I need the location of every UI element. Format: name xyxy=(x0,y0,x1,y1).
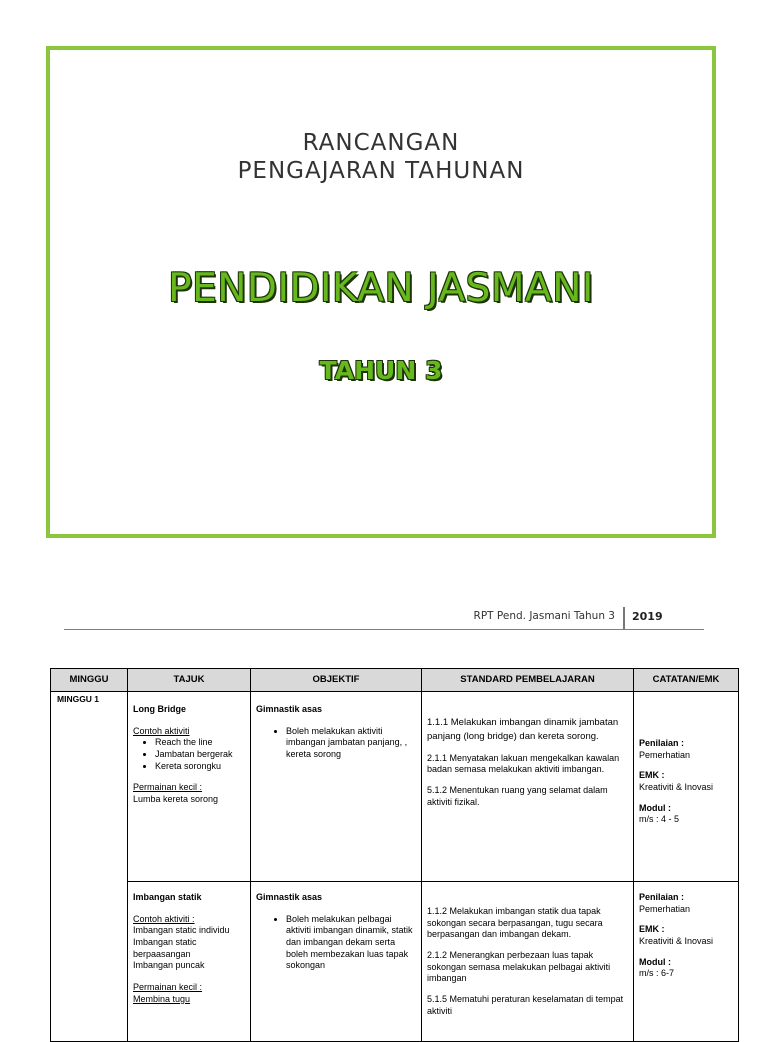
year-level-title: TAHUN 3 xyxy=(319,356,443,385)
list-item: • Jambatan bergerak xyxy=(155,749,245,761)
week-label: MINGGU 1 xyxy=(57,694,100,704)
plan-title-line2: PENGAJARAN TAHUNAN xyxy=(237,158,525,184)
standard-item: 5.1.2 Menentukan ruang yang selamat dalam aktiviti fizikal. xyxy=(427,784,608,807)
emk-label: EMK : xyxy=(639,770,665,781)
standards-cell xyxy=(422,882,634,1042)
list-item: Imbangan static individu xyxy=(133,925,230,936)
assessment-label: Penilaian : xyxy=(639,738,685,748)
subject-title: PENDIDIKAN JASMANI xyxy=(168,266,594,311)
standard-item: 1.1.2 Melakukan imbangan statik dua tapak sokongan secara berpasangan, tugu secara berpasangan dan imbangan dekam. xyxy=(427,906,603,940)
document-header xyxy=(64,607,704,630)
objectives-list xyxy=(256,914,416,972)
module-label: Modul : xyxy=(639,802,671,813)
topic-title: Imbangan statik xyxy=(133,892,202,902)
notes-cell xyxy=(634,692,739,882)
module-label: Modul : xyxy=(639,956,671,967)
module-value: m/s : 6-7 xyxy=(639,968,675,979)
plan-title-line1: RANCANGAN xyxy=(302,130,460,156)
column-header: STANDARD PEMBELAJARAN xyxy=(422,669,634,692)
assessment-value: Pemerhatian xyxy=(639,749,691,760)
week-cell xyxy=(51,692,128,1042)
objective-heading: Gimnastik asas xyxy=(256,892,323,902)
emk-value: Kreativiti & Inovasi xyxy=(639,782,714,793)
table-row xyxy=(51,692,739,882)
list-item: Imbangan puncak xyxy=(133,960,205,971)
notes-cell xyxy=(634,882,739,1042)
module-value: m/s : 4 - 5 xyxy=(639,814,680,825)
lesson-plan-table xyxy=(50,668,739,1042)
column-header: CATATAN/EMK xyxy=(634,669,739,692)
objective-heading: Gimnastik asas xyxy=(256,704,323,714)
objective-cell xyxy=(251,692,422,882)
examples-heading: Contoh aktiviti : xyxy=(133,913,195,924)
topic-title: Long Bridge xyxy=(133,704,186,714)
cover-frame xyxy=(46,46,716,538)
standard-item: 2.1.1 Menyatakan lakuan mengekalkan kawalan badan semasa melakukan aktiviti imbangan. xyxy=(427,752,620,775)
column-header: TAJUK xyxy=(128,669,251,692)
header-year: 2019 xyxy=(632,610,663,623)
game-heading: Permainan kecil : xyxy=(133,782,203,793)
column-header: MINGGU xyxy=(51,669,128,692)
game-text: Membina tugu xyxy=(133,993,191,1004)
emk-value: Kreativiti & Inovasi xyxy=(639,936,714,947)
standards-cell xyxy=(422,692,634,882)
list-item: • Kereta sorongku xyxy=(155,761,245,773)
list-item: • Boleh melakukan pelbagai aktiviti imbangan dinamik, statik dan imbangan dekam serta boleh membezakan luas tapak sokongan xyxy=(286,914,416,972)
game-text: Lumba kereta sorong xyxy=(133,794,219,805)
standard-item: 2.1.2 Menerangkan perbezaan luas tapak sokongan semasa melakukan pelbagai aktiviti imbangan xyxy=(427,950,611,984)
list-item: Imbangan static berpaasangan xyxy=(133,937,197,959)
table-header-row xyxy=(51,669,739,692)
objectives-list xyxy=(256,726,416,761)
assessment-label: Penilaian : xyxy=(639,892,685,902)
header-label: RPT Pend. Jasmani Tahun 3 xyxy=(473,610,615,622)
topic-cell xyxy=(128,692,251,882)
list-item: • Reach the line xyxy=(155,737,245,749)
column-header: OBJEKTIF xyxy=(251,669,422,692)
standard-item: 1.1.1 Melakukan imbangan dinamik jambatan panjang (long bridge) dan kereta sorong. xyxy=(427,717,619,742)
examples-list xyxy=(133,737,245,772)
game-heading: Permainan kecil : xyxy=(133,982,203,993)
objective-cell xyxy=(251,882,422,1042)
table-row xyxy=(51,882,739,1042)
examples-heading: Contoh aktiviti xyxy=(133,725,190,736)
assessment-value: Pemerhatian xyxy=(639,903,691,914)
topic-cell xyxy=(128,882,251,1042)
header-separator xyxy=(623,607,625,629)
emk-label: EMK : xyxy=(639,924,665,935)
standard-item: 5.1.5 Mematuhi peraturan keselamatan di tempat aktiviti xyxy=(427,994,624,1016)
list-item: • Boleh melakukan aktiviti imbangan jambatan panjang, , kereta sorong xyxy=(286,726,416,761)
